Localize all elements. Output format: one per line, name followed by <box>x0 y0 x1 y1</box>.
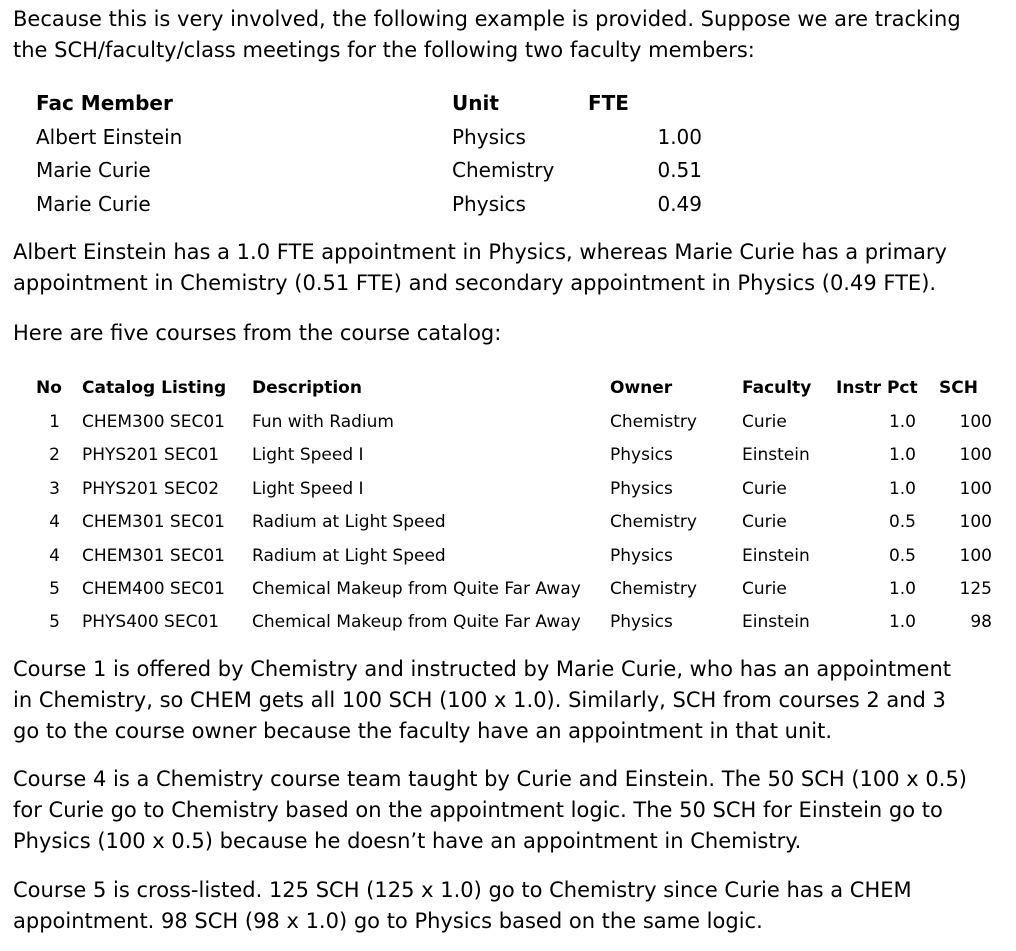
instr-pct-cell: 0.5 <box>888 512 916 532</box>
instr-pct-cell: 1.0 <box>888 479 916 499</box>
sch-cell: 100 <box>959 546 992 566</box>
course4-note <box>13 764 1003 857</box>
course1-note <box>13 654 1003 747</box>
course5-note <box>13 875 1003 937</box>
faculty-cell: Einstein <box>742 445 810 465</box>
header-description: Description <box>252 378 362 398</box>
description-cell: Fun with Radium <box>252 412 394 432</box>
header-fte: FTE <box>588 91 629 115</box>
course-table <box>36 371 996 643</box>
header-unit: Unit <box>452 91 499 115</box>
fac-member-cell: Albert Einstein <box>36 125 183 149</box>
catalog-cell: PHYS400 SEC01 <box>82 612 220 632</box>
sch-cell: 100 <box>959 445 992 465</box>
sch-cell: 100 <box>959 512 992 532</box>
course4-line-2: for Curie go to Chemistry based on the appointment logic. The 50 SCH for Einstein go to <box>13 798 943 822</box>
intro-line-2: the SCH/faculty/class meetings for the following two faculty members: <box>13 38 755 62</box>
faculty-cell: Curie <box>742 579 787 599</box>
catalog-cell: CHEM300 SEC01 <box>82 412 225 432</box>
owner-cell: Physics <box>610 546 673 566</box>
description-cell: Chemical Makeup from Quite Far Away <box>252 579 581 599</box>
appointment-note <box>13 237 1003 299</box>
no-cell: 4 <box>49 512 60 532</box>
owner-cell: Chemistry <box>610 579 697 599</box>
instr-pct-cell: 1.0 <box>888 612 916 632</box>
no-cell: 4 <box>49 546 60 566</box>
course5-line-2: appointment. 98 SCH (98 x 1.0) go to Physics based on the same logic. <box>13 909 763 933</box>
course5-line-1: Course 5 is cross-listed. 125 SCH (125 x 1.0) go to Chemistry since Curie has a CHEM <box>13 878 912 902</box>
header-catalog-listing: Catalog Listing <box>82 378 227 398</box>
owner-cell: Chemistry <box>610 512 697 532</box>
header-sch: SCH <box>939 378 978 398</box>
fac-member-cell: Marie Curie <box>36 192 151 216</box>
no-cell: 3 <box>49 479 60 499</box>
no-cell: 5 <box>49 612 60 632</box>
description-cell: Light Speed I <box>252 445 364 465</box>
faculty-cell: Einstein <box>742 546 810 566</box>
unit-cell: Chemistry <box>452 158 555 182</box>
courses-intro-line: Here are five courses from the course catalog: <box>13 321 502 345</box>
sch-cell: 125 <box>959 579 992 599</box>
catalog-cell: CHEM400 SEC01 <box>82 579 225 599</box>
catalog-cell: PHYS201 SEC01 <box>82 445 220 465</box>
catalog-cell: PHYS201 SEC02 <box>82 479 220 499</box>
fte-cell: 0.49 <box>657 192 702 216</box>
no-cell: 2 <box>49 445 60 465</box>
course4-line-3: Physics (100 x 0.5) because he doesn’t have an appointment in Chemistry. <box>13 829 802 853</box>
description-cell: Radium at Light Speed <box>252 546 446 566</box>
instr-pct-cell: 1.0 <box>888 445 916 465</box>
owner-cell: Physics <box>610 612 673 632</box>
faculty-cell: Einstein <box>742 612 810 632</box>
fte-cell: 1.00 <box>657 125 702 149</box>
course1-line-3: go to the course owner because the faculty have an appointment in that unit. <box>13 719 833 743</box>
course1-line-2: in Chemistry, so CHEM gets all 100 SCH (100 x 1.0). Similarly, SCH from courses 2 and 3 <box>13 688 946 712</box>
fte-cell: 0.51 <box>657 158 702 182</box>
course1-line-1: Course 1 is offered by Chemistry and instructed by Marie Curie, who has an appointment <box>13 657 952 681</box>
fac-member-cell: Marie Curie <box>36 158 151 182</box>
course4-line-1: Course 4 is a Chemistry course team taught by Curie and Einstein. The 50 SCH (100 x 0.5) <box>13 767 967 791</box>
description-cell: Chemical Makeup from Quite Far Away <box>252 612 581 632</box>
appointment-line-1: Albert Einstein has a 1.0 FTE appointment in Physics, whereas Marie Curie has a primary <box>13 240 947 264</box>
faculty-table <box>36 86 736 222</box>
header-faculty: Faculty <box>742 378 812 398</box>
owner-cell: Chemistry <box>610 412 697 432</box>
description-cell: Light Speed I <box>252 479 364 499</box>
faculty-cell: Curie <box>742 479 787 499</box>
header-instr-pct: Instr Pct <box>836 378 918 398</box>
sch-cell: 100 <box>959 412 992 432</box>
sch-cell: 98 <box>970 612 992 632</box>
no-cell: 1 <box>49 412 60 432</box>
intro-paragraph <box>13 4 1003 66</box>
sch-cell: 100 <box>959 479 992 499</box>
intro-line-1: Because this is very involved, the following example is provided. Suppose we are tracking <box>13 7 961 31</box>
appointment-line-2: appointment in Chemistry (0.51 FTE) and secondary appointment in Physics (0.49 FTE). <box>13 271 937 295</box>
catalog-cell: CHEM301 SEC01 <box>82 512 225 532</box>
instr-pct-cell: 0.5 <box>888 546 916 566</box>
courses-intro <box>13 318 1003 349</box>
owner-cell: Physics <box>610 445 673 465</box>
owner-cell: Physics <box>610 479 673 499</box>
description-cell: Radium at Light Speed <box>252 512 446 532</box>
header-no: No <box>36 378 62 398</box>
no-cell: 5 <box>49 579 60 599</box>
unit-cell: Physics <box>452 192 526 216</box>
unit-cell: Physics <box>452 125 526 149</box>
faculty-cell: Curie <box>742 412 787 432</box>
faculty-cell: Curie <box>742 512 787 532</box>
instr-pct-cell: 1.0 <box>888 412 916 432</box>
instr-pct-cell: 1.0 <box>888 579 916 599</box>
header-fac-member: Fac Member <box>36 91 173 115</box>
header-owner: Owner <box>610 378 673 398</box>
catalog-cell: CHEM301 SEC01 <box>82 546 225 566</box>
